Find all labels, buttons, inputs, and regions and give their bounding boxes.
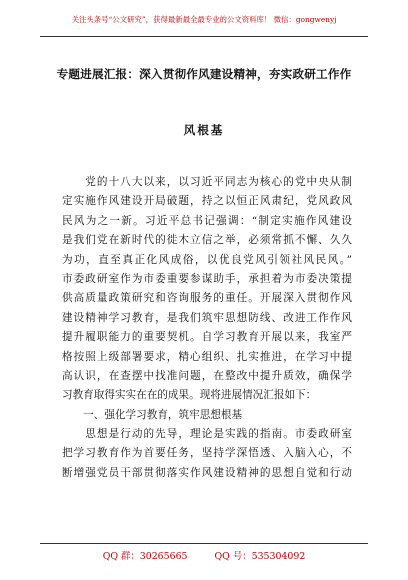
body-line: 定实施作风建设开局破题，持之以恒正风肃纪，党风政风 [62,195,352,208]
section-heading: 一、强化学习教育，筑牢思想根基 [62,408,243,421]
body-line: 习教育取得实实在在的成果。现将进展情况汇报如下： [62,389,317,402]
body-line: 是我们党在新时代的徙木立信之举，必须常抓不懈、久久 [62,234,352,247]
document-title-continued: 风根基 [183,123,225,137]
header-divider [40,36,368,37]
body-line: 提升履职能力的重要契机。自学习教育开展以来，我室严 [62,331,352,344]
body-line: 市委政研室作为市委重要参谋助手，承担着为市委决策提 [62,272,352,285]
page-header: 关注头条号“公文研究”，获得最新最全最专业的公文资料库！ 微信：gongwenyj [71,15,337,24]
body-line: 供高质量政策研究和咨询服务的重任。开展深入贯彻作风 [62,292,352,305]
body-line: 断增强党员干部贯彻落实作风建设精神的思想自觉和行动 [62,466,352,479]
body-line: 把学习教育作为首要任务，坚持学深悟透、入脑入心，不 [62,447,352,460]
body-line: 民风为之一新。习近平总书记强调：“制定实施作风建设 [62,214,352,227]
body-line: 党的十八大以来，以习近平同志为核心的党中央从制 [62,176,352,188]
footer-divider [40,543,368,544]
body-line: 建设精神学习教育，是我们筑牢思想防线、改进工作作风 [62,311,352,324]
page-footer [40,548,368,562]
document-title: 专题进展汇报：深入贯彻作风建设精神，夯实政研工作作 [56,67,352,81]
body-line: 高认识，在查摆中找准问题，在整改中提升质效，确保学 [62,369,352,382]
document-body [62,173,352,483]
body-line: 格按照上级部署要求，精心组织、扎实推进，在学习中提 [62,350,352,363]
footer-qq-number: QQ 号：535304092 [214,551,306,562]
footer-qq-group: QQ 群：30265665 [102,551,188,562]
body-line: 为功，直至真正化风成俗，以优良党风引领社风民风。” [62,253,352,266]
body-line: 思想是行动的先导，理论是实践的指南。市委政研室 [62,428,352,441]
